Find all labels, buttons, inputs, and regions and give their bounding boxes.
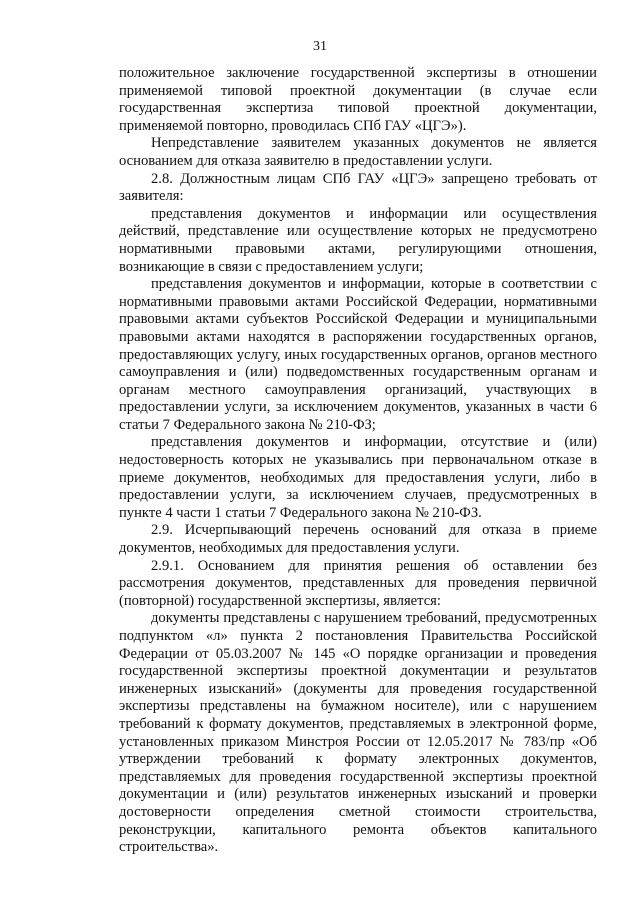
list-item: представления документов и информации, отсутствие и (или) недостоверность которых не указывались при первоначальном отказе в приеме документов, необходимых для предоставления услуги, либо в предоставлении услуги, за исключением случаев, предусмотренных в пункте 4 части 1 статьи 7 Федерального закона № 210-ФЗ. — [119, 434, 597, 521]
page-number: 31 — [313, 39, 327, 54]
section-heading-2-9: 2.9. Исчерпывающий перечень оснований для отказа в приеме документов, необходимых для предоставления услуги. — [119, 522, 597, 557]
list-item: представления документов и информации, которые в соответствии с нормативными правовыми актами Российской Федерации, нормативными правовыми актами субъектов Российской Федерации и муниципальными правовыми актами находятся в распоряжении государственных органов, предоставляющих услугу, иных государственных органов, органов местного самоуправления и (или) подведомственных государственным органам и органам местного самоуправления организаций, участвующих в предоставлении услуги, за исключением документов, указанных в части 6 статьи 7 Федерального закона № 210-ФЗ; — [119, 276, 597, 433]
section-heading-2-9-1: 2.9.1. Основанием для принятия решения об оставлении без рассмотрения документов, представленных для проведения первичной (повторной) государственной экспертизы, является: — [119, 557, 597, 609]
list-item: представления документов и информации или осуществления действий, представление или осуществление которых не предусмотрено нормативными правовыми актами, регулирующими отношения, возникающие в связи с предоставлением услуги; — [119, 205, 597, 275]
paragraph: Непредставление заявителем указанных документов не является основанием для отказа заявителю в предоставлении услуги. — [119, 135, 597, 169]
paragraph: положительное заключение государственной экспертизы в отношении применяемой типовой проектной документации (в случае если государственная экспертиза типовой проектной документации, применяемой повторно, проводилась СПб ГАУ «ЦГЭ»). — [119, 65, 597, 134]
paragraph: документы представлены с нарушением требований, предусмотренных подпунктом «л» пункта 2 постановления Правительства Российской Федерации от 05.03.2007 № 145 «О порядке организации и проведения государственной экспертизы проектной документации и результатов инженерных изысканий» (документы для проведения государственной экспертизы представлены на бумажном носителе), или с нарушением требований к формату документов, представляемых в электронной форме, установленных приказом Минстроя России от 12.05.2017 № 783/пр «Об утверждении требований к формату электронных документов, представляемых для проведения государственной экспертизы проектной документации и (или) результатов инженерных изысканий и проверки достоверности определения сметной стоимости строительства, реконструкции, капитального ремонта объектов капитального строительства». — [119, 610, 597, 856]
page-body — [119, 65, 597, 857]
section-heading-2-8: 2.8. Должностным лицам СПб ГАУ «ЦГЭ» запрещено требовать от заявителя: — [119, 170, 597, 205]
